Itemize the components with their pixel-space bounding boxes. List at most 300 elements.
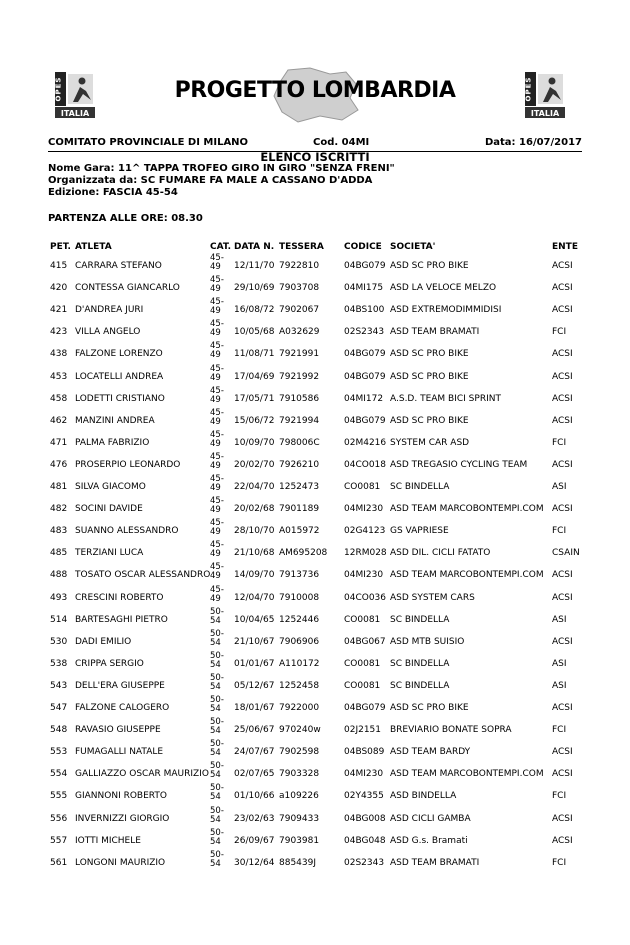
row-cat [210, 409, 224, 427]
row-cat [210, 387, 224, 405]
row-cat-from: 45- [210, 474, 224, 484]
row-name: DELL'ERA GIUSEPPE [75, 680, 165, 691]
row-societa: SC BINDELLA [390, 658, 450, 669]
row-ente: ACSI [552, 393, 573, 404]
row-pet: 485 [50, 548, 68, 559]
row-societa: ASD EXTREMODIMMIDISI [390, 305, 502, 316]
row-cat-from: 45- [210, 429, 224, 440]
col-pet: PET. [50, 242, 71, 252]
row-cat-to: 49 [210, 350, 221, 361]
row-cat-to: 54 [210, 704, 221, 714]
table-row [0, 497, 630, 519]
table-row [0, 519, 630, 541]
row-cat [210, 718, 224, 736]
row-date: 25/06/67 [234, 725, 275, 736]
row-tessera: 7910008 [279, 592, 320, 603]
row-date: 20/02/70 [234, 459, 275, 470]
row-cat [210, 851, 224, 869]
row-cat [210, 276, 224, 294]
row-cat [210, 829, 224, 847]
row-tessera: 7906906 [279, 636, 320, 647]
row-cat-to: 54 [210, 792, 221, 803]
row-societa: ASD TEAM MARCOBONTEMPI.COM [390, 570, 544, 581]
row-name: FALZONE CALOGERO [75, 703, 170, 713]
row-ente: ACSI [552, 636, 573, 647]
row-ente: ACSI [552, 261, 573, 271]
row-tessera: A032629 [279, 327, 320, 338]
row-societa: ASD SC PRO BIKE [390, 703, 469, 713]
row-ente: FCI [552, 437, 567, 448]
row-name: PALMA FABRIZIO [75, 437, 150, 448]
row-date: 11/08/71 [234, 349, 275, 360]
row-cat [210, 784, 224, 802]
row-ente: ACSI [552, 415, 573, 426]
row-cat-from: 45- [210, 518, 224, 529]
row-codice: 04BG079 [344, 261, 386, 271]
row-name: SILVA GIACOMO [75, 482, 146, 492]
table-row [0, 409, 630, 431]
row-cat-to: 49 [210, 416, 221, 427]
row-cat [210, 696, 224, 714]
row-codice: 02Y4355 [344, 791, 384, 802]
table-row [0, 630, 630, 652]
row-date: 28/10/70 [234, 526, 275, 537]
row-ente: ASI [552, 482, 567, 492]
row-cat-from: 45- [210, 363, 224, 374]
row-name: IOTTI MICHELE [75, 835, 141, 846]
row-date: 26/09/67 [234, 835, 275, 846]
row-societa: ASD SC PRO BIKE [390, 371, 469, 382]
table-row [0, 342, 630, 364]
row-societa: ASD TEAM MARCOBONTEMPI.COM [390, 504, 544, 515]
row-tessera: 1252473 [279, 482, 320, 492]
row-cat [210, 541, 224, 559]
svg-text:OPES: OPES [55, 76, 63, 102]
row-name: GALLIAZZO OSCAR MAURIZIO [75, 769, 209, 780]
row-date: 14/09/70 [234, 570, 275, 581]
row-cat-from: 50- [210, 672, 224, 683]
row-ente: ACSI [552, 283, 573, 294]
col-cat: CAT. [210, 242, 232, 252]
row-cat-from: 50- [210, 628, 224, 639]
row-tessera: 7913736 [279, 570, 320, 581]
opes-italia-logo-left [55, 72, 95, 118]
col-tessera: TESSERA [279, 242, 324, 252]
row-name: TERZIANI LUCA [75, 548, 144, 559]
row-date: 05/12/67 [234, 680, 275, 691]
row-cat-to: 54 [210, 814, 221, 825]
table-row [0, 807, 630, 829]
col-ente: ENTE [552, 242, 578, 252]
row-codice: CO0081 [344, 658, 381, 669]
row-date: 17/05/71 [234, 393, 275, 404]
row-societa: ASD SYSTEM CARS [390, 592, 475, 603]
row-tessera: 7921992 [279, 371, 320, 382]
row-pet: 555 [50, 791, 68, 802]
row-cat-to: 49 [210, 571, 221, 582]
list-date: Data: 16/07/2017 [484, 137, 582, 148]
row-name: CONTESSA GIANCARLO [75, 283, 180, 294]
row-cat-from: 45- [210, 319, 224, 330]
table-row [0, 475, 630, 497]
row-pet: 543 [50, 680, 68, 691]
table-row [0, 276, 630, 298]
row-cat-from: 45- [210, 562, 224, 573]
row-pet: 561 [50, 857, 68, 868]
row-codice: 04BG079 [344, 349, 386, 360]
row-pet: 420 [50, 283, 68, 294]
table-row [0, 387, 630, 409]
row-tessera: 7903328 [279, 769, 320, 780]
row-cat [210, 586, 224, 604]
row-tessera: 970240w [279, 725, 321, 736]
row-name: INVERNIZZI GIORGIO [75, 813, 170, 824]
opes-italia-logo-right [525, 72, 565, 118]
row-ente: ACSI [552, 747, 573, 758]
row-codice: 04BG008 [344, 813, 386, 824]
row-cat [210, 497, 224, 515]
row-codice: 04CO036 [344, 592, 386, 603]
row-cat-from: 45- [210, 407, 224, 418]
row-pet: 481 [50, 482, 68, 492]
row-cat-to: 49 [210, 328, 221, 339]
row-cat [210, 254, 224, 272]
table-row [0, 563, 630, 585]
table-row [0, 829, 630, 851]
row-cat-to: 49 [210, 372, 221, 383]
row-date: 02/07/65 [234, 769, 275, 780]
row-date: 10/05/68 [234, 327, 275, 338]
row-date: 01/01/67 [234, 658, 275, 669]
table-row [0, 740, 630, 762]
row-tessera: 7922000 [279, 703, 320, 713]
row-cat-from: 45- [210, 297, 224, 308]
row-societa: GS VAPRIESE [390, 526, 449, 537]
row-codice: CO0081 [344, 680, 381, 691]
row-societa: ASD DIL. CICLI FATATO [390, 548, 491, 559]
table-row [0, 762, 630, 784]
row-tessera: 1252446 [279, 614, 320, 625]
row-codice: 04BG067 [344, 636, 386, 647]
row-ente: ACSI [552, 592, 573, 603]
row-tessera: 7901189 [279, 504, 320, 515]
row-codice: CO0081 [344, 482, 381, 492]
row-ente: ACSI [552, 371, 573, 382]
row-name: TOSATO OSCAR ALESSANDRO [75, 570, 211, 581]
row-codice: 04BG079 [344, 371, 386, 382]
row-date: 20/02/68 [234, 504, 275, 515]
row-cat-to: 49 [210, 438, 221, 449]
row-pet: 554 [50, 769, 68, 780]
row-pet: 556 [50, 813, 68, 824]
row-cat-to: 49 [210, 527, 221, 538]
row-cat-to: 49 [210, 306, 221, 317]
row-date: 23/02/63 [234, 813, 275, 824]
row-cat [210, 563, 224, 581]
row-cat [210, 674, 224, 692]
col-data: DATA N. [234, 242, 275, 252]
row-codice: 04BS100 [344, 305, 385, 316]
row-ente: ACSI [552, 703, 573, 713]
row-ente: ACSI [552, 504, 573, 515]
row-cat-to: 49 [210, 593, 221, 604]
row-tessera: 7921994 [279, 415, 320, 426]
row-societa: ASD SC PRO BIKE [390, 349, 469, 360]
row-date: 01/10/66 [234, 791, 275, 802]
row-cat-to: 54 [210, 615, 221, 626]
row-date: 17/04/69 [234, 371, 275, 382]
row-cat-from: 45- [210, 253, 224, 263]
row-ente: CSAIN [552, 548, 580, 559]
row-cat-from: 45- [210, 584, 224, 595]
start-time: PARTENZA ALLE ORE: 08.30 [48, 213, 203, 224]
row-cat [210, 608, 224, 626]
row-pet: 471 [50, 437, 68, 448]
row-name: CARRARA STEFANO [75, 261, 162, 271]
row-cat [210, 475, 224, 493]
row-pet: 553 [50, 747, 68, 758]
row-societa: ASD LA VELOCE MELZO [390, 283, 497, 294]
row-cat-from: 50- [210, 606, 224, 617]
row-cat [210, 740, 224, 758]
row-cat-from: 50- [210, 849, 224, 860]
row-pet: 453 [50, 371, 68, 382]
row-cat-from: 50- [210, 827, 224, 838]
row-codice: 04BG079 [344, 703, 386, 713]
row-codice: 04MI172 [344, 393, 384, 404]
svg-text:OPES: OPES [525, 76, 533, 102]
row-date: 12/11/70 [234, 261, 275, 271]
row-tessera: 7902067 [279, 305, 320, 316]
table-row [0, 586, 630, 608]
row-codice: 04MI230 [344, 570, 384, 581]
table-row [0, 652, 630, 674]
row-name: LODETTI CRISTIANO [75, 393, 165, 404]
row-cat-from: 50- [210, 761, 224, 772]
row-cat-from: 50- [210, 739, 224, 750]
row-cat [210, 342, 224, 360]
row-pet: 530 [50, 636, 68, 647]
row-cat-from: 45- [210, 341, 224, 352]
row-ente: ASI [552, 680, 567, 691]
row-name: CRESCINI ROBERTO [75, 592, 164, 603]
row-societa: SC BINDELLA [390, 614, 450, 625]
row-name: BARTESAGHI PIETRO [75, 614, 168, 625]
row-codice: 02S2343 [344, 327, 385, 338]
row-ente: FCI [552, 857, 567, 868]
table-row [0, 365, 630, 387]
row-codice: 04MI230 [344, 769, 384, 780]
row-cat-to: 49 [210, 549, 221, 560]
table-row [0, 541, 630, 563]
row-societa: ASD MTB SUISIO [390, 636, 465, 647]
svg-text:ITALIA: ITALIA [530, 109, 560, 118]
row-pet: 482 [50, 504, 68, 515]
row-pet: 421 [50, 305, 68, 316]
row-date: 16/08/72 [234, 305, 275, 316]
row-date: 24/07/67 [234, 747, 275, 758]
row-cat-from: 50- [210, 805, 224, 816]
row-date: 29/10/69 [234, 283, 275, 294]
row-pet: 415 [50, 261, 68, 271]
row-date: 10/04/65 [234, 614, 275, 625]
table-row [0, 674, 630, 696]
row-societa: A.S.D. TEAM BICI SPRINT [390, 393, 501, 404]
row-name: LOCATELLI ANDREA [75, 371, 164, 382]
row-cat-from: 45- [210, 496, 224, 507]
row-codice: 04CO018 [344, 459, 386, 470]
row-pet: 458 [50, 393, 68, 404]
row-date: 15/06/72 [234, 415, 275, 426]
row-tessera: 7902598 [279, 747, 320, 758]
row-date: 22/04/70 [234, 482, 275, 492]
row-tessera: 7921991 [279, 349, 320, 360]
col-societa: SOCIETA' [390, 242, 436, 252]
row-cat-to: 54 [210, 659, 221, 670]
row-ente: ACSI [552, 459, 573, 470]
table-row [0, 851, 630, 873]
row-societa: ASD SC PRO BIKE [390, 415, 469, 426]
table-row [0, 784, 630, 806]
row-ente: ACSI [552, 769, 573, 780]
row-codice: 04MI175 [344, 283, 384, 294]
row-cat-to: 54 [210, 836, 221, 847]
row-pet: 493 [50, 592, 68, 603]
edition: Edizione: FASCIA 45-54 [48, 187, 178, 198]
row-societa: ASD TEAM BRAMATI [390, 857, 480, 868]
row-pet: 548 [50, 725, 68, 736]
row-date: 21/10/68 [234, 548, 275, 559]
table-row [0, 254, 630, 276]
row-cat [210, 298, 224, 316]
row-name: SOCINI DAVIDE [75, 504, 143, 515]
row-societa: BREVIARIO BONATE SOPRA [390, 725, 512, 736]
row-cat [210, 630, 224, 648]
row-tessera: 7903708 [279, 283, 320, 294]
row-codice: 02S2343 [344, 857, 385, 868]
row-cat-from: 50- [210, 650, 224, 661]
row-name: VILLA ANGELO [75, 327, 141, 338]
row-societa: SYSTEM CAR ASD [390, 437, 470, 448]
table-row [0, 608, 630, 630]
row-name: LONGONI MAURIZIO [75, 857, 166, 868]
row-pet: 476 [50, 459, 68, 470]
organizer: Organizzata da: SC FUMARE FA MALE A CASSANO D'ADDA [48, 175, 373, 186]
row-pet: 483 [50, 526, 68, 537]
row-date: 21/10/67 [234, 636, 275, 647]
row-name: MANZINI ANDREA [75, 415, 155, 426]
row-cat-to: 54 [210, 770, 221, 781]
row-tessera: 7922810 [279, 261, 320, 271]
row-tessera: A110172 [279, 658, 320, 669]
row-cat-to: 49 [210, 262, 221, 272]
row-name: SUANNO ALESSANDRO [75, 526, 179, 537]
row-societa: ASD TEAM BARDY [390, 747, 471, 758]
row-date: 30/12/64 [234, 857, 275, 868]
row-cat [210, 762, 224, 780]
row-codice: 04BS089 [344, 747, 385, 758]
row-cat-to: 54 [210, 748, 221, 759]
row-tessera: AM695208 [279, 548, 328, 559]
row-ente: FCI [552, 327, 567, 338]
table-row [0, 320, 630, 342]
row-codice: 12RM028 [344, 548, 387, 559]
row-cat-from: 45- [210, 275, 224, 286]
page-title: ELENCO ISCRITTI [260, 150, 370, 164]
row-ente: ACSI [552, 813, 573, 824]
row-ente: FCI [552, 526, 567, 537]
row-cat-to: 54 [210, 681, 221, 692]
row-cat-to: 54 [210, 726, 221, 737]
row-pet: 538 [50, 658, 68, 669]
row-ente: ACSI [552, 570, 573, 581]
row-date: 18/01/67 [234, 703, 275, 713]
committee-name: COMITATO PROVINCIALE DI MILANO [48, 137, 249, 148]
row-cat-to: 49 [210, 394, 221, 405]
row-cat [210, 652, 224, 670]
table-row [0, 431, 630, 453]
row-cat [210, 807, 224, 825]
row-societa: ASD TREGASIO CYCLING TEAM [390, 459, 528, 470]
row-name: DADI EMILIO [75, 636, 132, 647]
row-cat-to: 49 [210, 505, 221, 516]
row-pet: 423 [50, 327, 68, 338]
row-name: FALZONE LORENZO [75, 349, 163, 360]
row-pet: 438 [50, 349, 68, 360]
col-atleta: ATLETA [75, 242, 112, 252]
row-tessera: 798006C [279, 437, 320, 448]
row-ente: ASI [552, 658, 567, 669]
row-ente: ACSI [552, 305, 573, 316]
row-societa: ASD CICLI GAMBA [390, 813, 471, 824]
table-row [0, 453, 630, 475]
row-name: D'ANDREA JURI [75, 305, 144, 316]
row-cat-to: 54 [210, 637, 221, 648]
row-tessera: 7903981 [279, 835, 320, 846]
row-tessera: a109226 [279, 791, 319, 802]
row-ente: FCI [552, 791, 567, 802]
row-codice: 04BG048 [344, 835, 386, 846]
row-societa: ASD SC PRO BIKE [390, 261, 469, 271]
row-cat [210, 365, 224, 383]
row-codice: 02G4123 [344, 526, 386, 537]
row-societa: ASD G.s. Bramati [390, 835, 468, 846]
row-cat [210, 453, 224, 471]
race-name: Nome Gara: 11^ TAPPA TROFEO GIRO IN GIRO "SENZA FRENI" [48, 163, 395, 174]
row-tessera: 7926210 [279, 459, 320, 470]
row-tessera: A015972 [279, 526, 320, 537]
row-cat [210, 320, 224, 338]
row-societa: ASD BINDELLA [390, 791, 457, 802]
committee-code: Cod. 04MI [313, 137, 370, 148]
row-pet: 547 [50, 703, 68, 713]
row-pet: 557 [50, 835, 68, 846]
row-ente: ASI [552, 614, 567, 625]
row-ente: FCI [552, 725, 567, 736]
row-pet: 488 [50, 570, 68, 581]
row-codice: 04BG079 [344, 415, 386, 426]
row-codice: 02M4216 [344, 437, 387, 448]
svg-text:ITALIA: ITALIA [60, 109, 90, 118]
row-name: PROSERPIO LEONARDO [75, 459, 181, 470]
row-name: CRIPPA SERGIO [75, 658, 144, 669]
row-cat-from: 50- [210, 783, 224, 794]
row-name: RAVASIO GIUSEPPE [75, 725, 161, 736]
row-cat [210, 431, 224, 449]
row-societa: SC BINDELLA [390, 680, 450, 691]
row-date: 10/09/70 [234, 437, 275, 448]
row-name: FUMAGALLI NATALE [75, 747, 164, 758]
